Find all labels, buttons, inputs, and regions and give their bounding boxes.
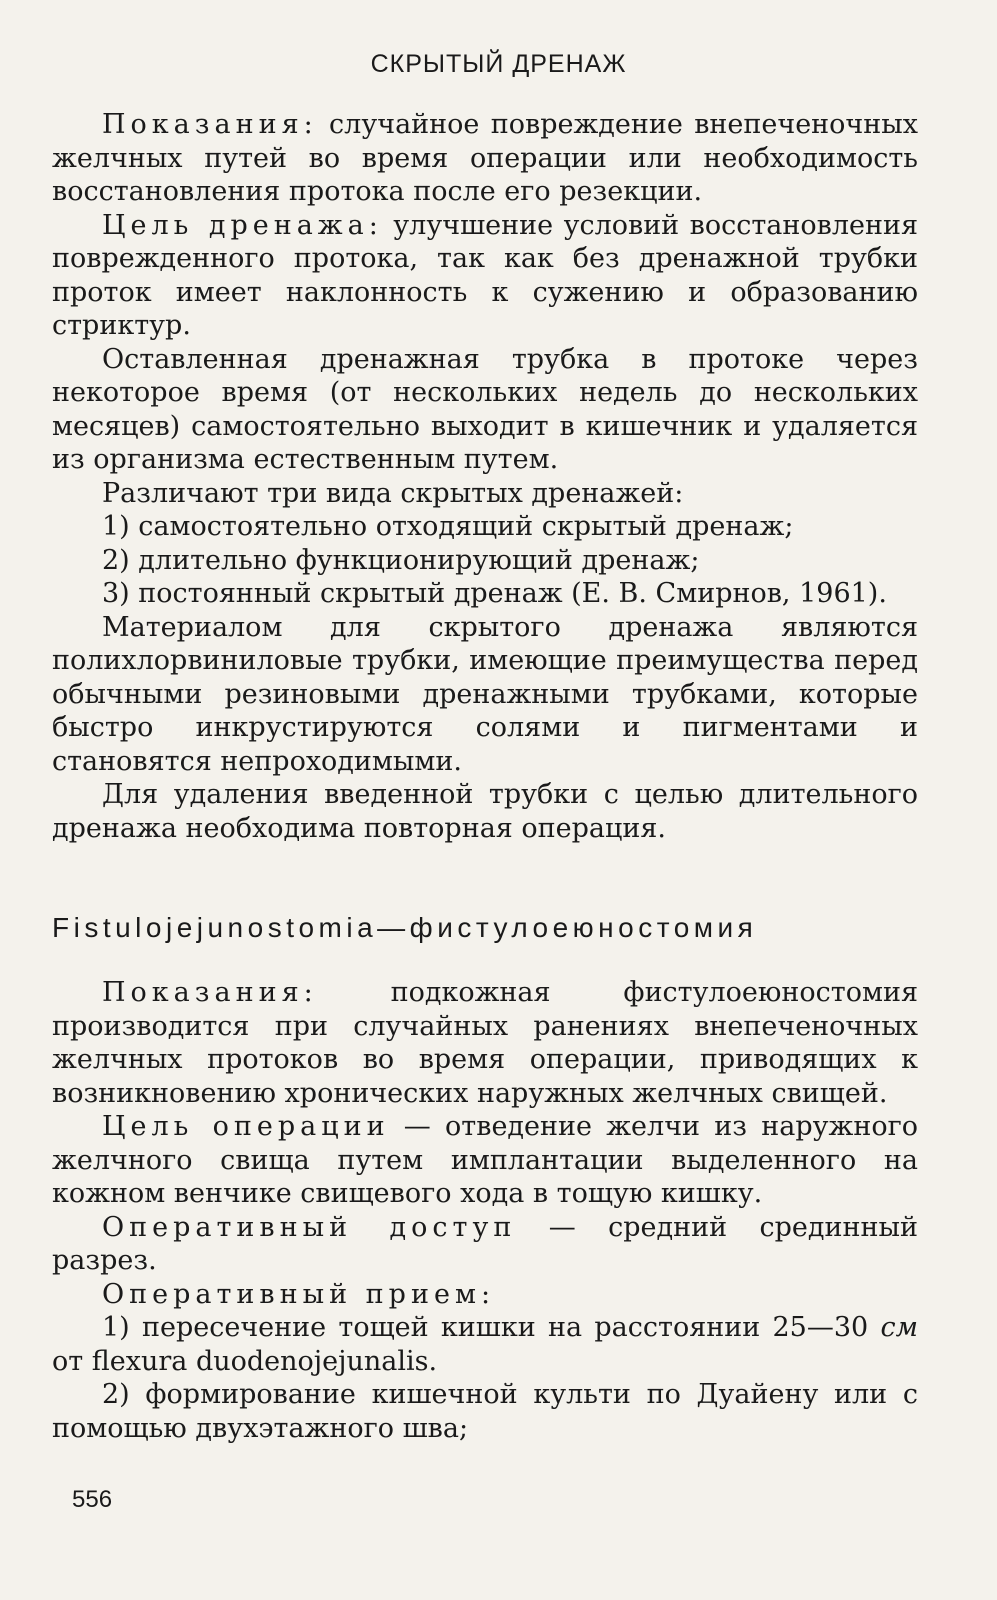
list-item: 3) постоянный скрытый дренаж (Е. В. Смирнов, 1961).: [102, 578, 887, 609]
section-heading: СКРЫТЫЙ ДРЕНАЖ: [370, 50, 627, 78]
paragraph-text: подкожная фистулоеюностомия производится при случайных ранениях внепеченочных желчных протоков во время операции, приводящих к возникновению хронических наружных желчных свищей.: [52, 977, 918, 1109]
paragraph-indications: [52, 108, 918, 209]
paragraph-removal: Для удаления введенной трубки с целью длительного дренажа необходима повторная операция.: [52, 779, 918, 844]
section-fistulojejunostomy: [52, 976, 918, 1445]
lead-term: Цель дренажа:: [102, 209, 383, 241]
subsection-title: Fistulojejunostomia—фистулоеюностомия: [52, 912, 758, 943]
lead-term: Оперативный доступ: [102, 1211, 517, 1243]
lead-term: Показания:: [102, 977, 318, 1008]
list-item: 1) самостоятельно отходящий скрытый дренаж;: [102, 511, 794, 542]
list-item: 2) формирование кишечной культи по Дуайену или с помощью двухэтажного шва;: [52, 1379, 918, 1444]
paragraph-tube-exit: Оставленная дренажная трубка в протоке через некоторое время (от нескольких недель до нескольких месяцев) самостоятельно выходит в кишечник и удаляется из организма естественным путем.: [52, 343, 918, 475]
lead-term: Показания:: [102, 109, 318, 140]
step-text: 1) пересечение тощей кишки на расстоянии 25—30: [102, 1312, 881, 1343]
list-item: [52, 1311, 918, 1378]
step-text: от flexura duodenojejunalis.: [52, 1345, 438, 1377]
lead-term: Цель операции: [102, 1111, 390, 1142]
paragraph-text: — отведение желчи из наружного желчного свища путем имплантации выделенного на кожном венчике свищевого хода в тощую кишку.: [52, 1111, 918, 1209]
unit-text: см: [880, 1312, 918, 1343]
paragraph-material: Материалом для скрытого дренажа являются полихлорвиниловые трубки, имеющие преимущества перед обычными резиновыми дренажными трубками, которые быстро инкрустируются солями и пигментами и становятся непроходимыми.: [52, 611, 918, 777]
paragraph-text: случайное повреждение внепеченочных желчных путей во время операции или необходимость восстановления протока после его резекции.: [52, 109, 918, 207]
section-hidden-drainage: [52, 108, 918, 845]
paragraph-types-intro: Различают три вида скрытых дренажей:: [102, 477, 684, 509]
paragraph-text: — средний срединный разрез.: [52, 1211, 918, 1276]
page-number: 556: [72, 1486, 113, 1513]
lead-term: Оперативный прием:: [102, 1278, 496, 1310]
paragraph-text: улучшение условий восстановления поврежденного протока, так как без дренажной трубки проток имеет наклонность к сужению и образованию стриктур.: [52, 209, 918, 341]
list-item: 2) длительно функционирующий дренаж;: [102, 544, 700, 576]
paragraph-indications: [52, 976, 918, 1110]
paragraph-access: [52, 1211, 918, 1278]
paragraph-operation-goal: [52, 1110, 918, 1211]
paragraph-drainage-goal: [52, 209, 918, 343]
paragraph-technique: [52, 1278, 918, 1312]
